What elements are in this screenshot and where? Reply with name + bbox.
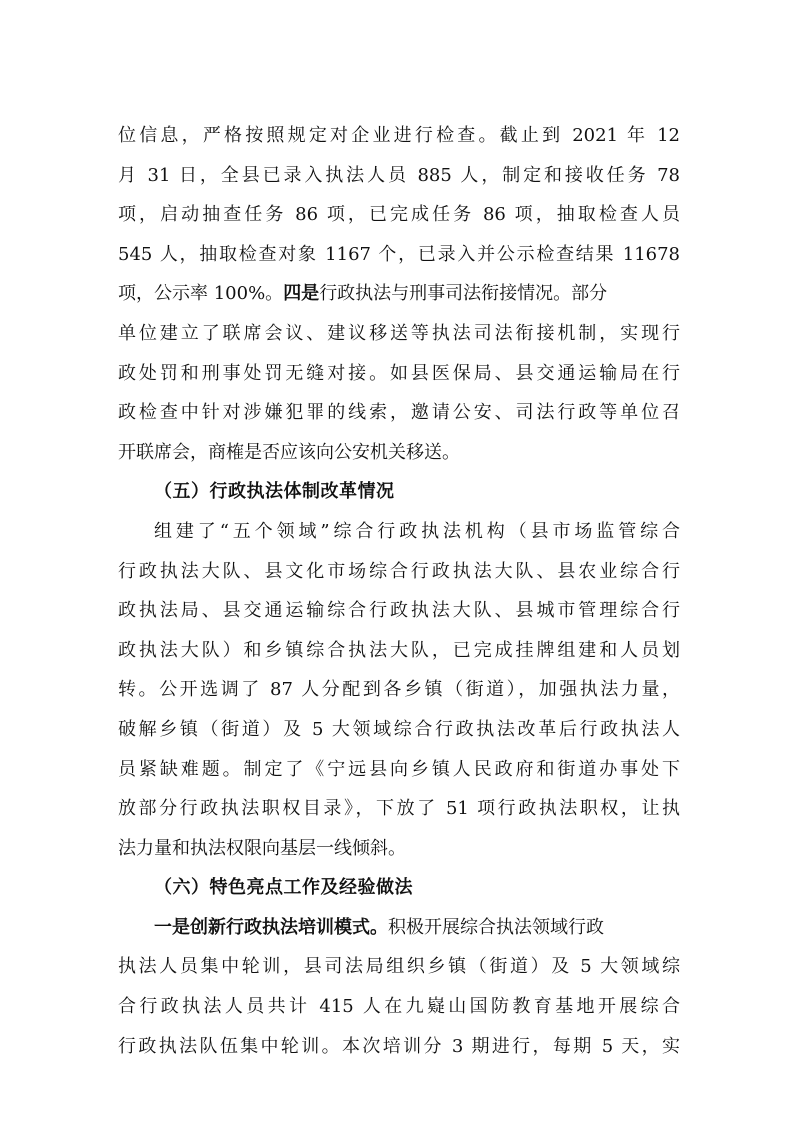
text-line: 政检查中针对涉嫌犯罪的线索，邀请公安、司法行政等单位召 bbox=[118, 402, 680, 424]
text-line: 开联席会，商榷是否应该向公安机关移送。 bbox=[118, 441, 460, 463]
text-line: 放部分行政执法职权目录》，下放了 51 项行政执法职权，让执 bbox=[118, 798, 680, 820]
text-line: 员紧缺难题。制定了《宁远县向乡镇人民政府和街道办事处下 bbox=[118, 758, 680, 780]
text-line: 政执法大队）和乡镇综合执法大队，已完成挂牌组建和人员划 bbox=[118, 639, 680, 661]
text-line: 转。公开选调了 87 人分配到各乡镇（街道），加强执法力量， bbox=[118, 679, 680, 701]
bold-lead-phrase: 一是创新行政执法培训模式。 bbox=[154, 916, 388, 938]
text-line: 法力量和执法权限向基层一线倾斜。 bbox=[118, 837, 406, 859]
text-line: 545 人，抽取检查对象 1167 个，已录入并公示检查结果 11678 bbox=[118, 243, 680, 265]
text-line-with-bold bbox=[118, 274, 680, 314]
text-line: 单位建立了联席会议、建议移送等执法司法衔接机制，实现行 bbox=[118, 322, 680, 344]
text-line: 政执法局、县交通运输综合行政执法大队、县城市管理综合行 bbox=[118, 600, 680, 622]
text-fragment: 积极开展综合执法领域行政 bbox=[388, 916, 604, 938]
document-body bbox=[118, 116, 680, 1066]
text-line: 位信息，严格按照规定对企业进行检查。截止到 2021 年 12 bbox=[118, 125, 680, 146]
text-line: 合行政执法人员共计 415 人在九嶷山国防教育基地开展综合 bbox=[118, 996, 680, 1018]
text-line-with-bold bbox=[118, 908, 680, 948]
bold-lead-phrase: 四是 bbox=[283, 283, 320, 305]
section-heading: （五）行政执法体制改革情况 bbox=[154, 481, 395, 503]
text-line: 执法人员集中轮训，县司法局组织乡镇（街道）及 5 大领域综 bbox=[118, 956, 680, 978]
text-line: 项，启动抽查任务 86 项，已完成任务 86 项，抽取检查人员 bbox=[118, 204, 680, 226]
text-fragment: 行政执法与刑事司法衔接情况。部分 bbox=[319, 283, 608, 305]
text-line: 月 31 日，全县已录入执法人员 885 人，制定和接收任务 78 bbox=[118, 164, 680, 186]
text-line: 破解乡镇（街道）及 5 大领域综合行政执法改革后行政执法人 bbox=[118, 718, 680, 740]
text-line: 政处罚和刑事处罚无缝对接。如县医保局、县交通运输局在行 bbox=[118, 362, 680, 384]
text-fragment: 项，公示率 100%。 bbox=[118, 283, 284, 305]
section-heading: （六）特色亮点工作及经验做法 bbox=[154, 877, 413, 899]
text-line: 行政执法队伍集中轮训。本次培训分 3 期进行，每期 5 天，实 bbox=[118, 1035, 680, 1057]
text-line: 组建了“五个领域”综合行政执法机构（县市场监管综合 bbox=[154, 520, 680, 542]
text-line: 行政执法大队、县文化市场综合行政执法大队、县农业综合行 bbox=[118, 560, 680, 582]
